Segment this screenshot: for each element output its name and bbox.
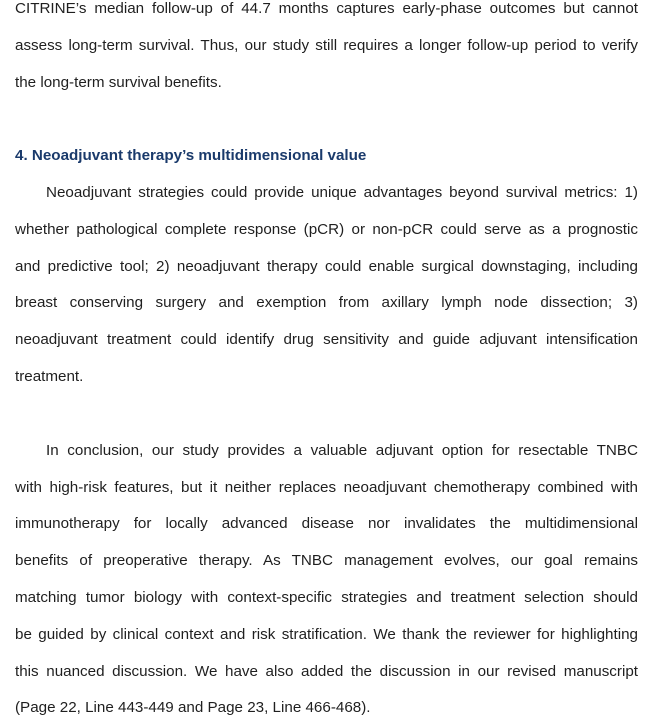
text-line: benefits of preoperative therapy. As TNBC management evolves, our goal remains bbox=[15, 552, 638, 569]
text-line: Neoadjuvant strategies could provide unique advantages beyond survival metrics: 1) bbox=[46, 184, 638, 201]
text-line: In conclusion, our study provides a valuable adjuvant option for resectable TNBC bbox=[46, 442, 638, 459]
text-line: and predictive tool; 2) neoadjuvant therapy could enable surgical downstaging, including bbox=[15, 258, 638, 275]
text-line: the long-term survival benefits. bbox=[15, 74, 222, 91]
text-line: this nuanced discussion. We have also added the discussion in our revised manuscript bbox=[15, 663, 638, 680]
text-line: neoadjuvant treatment could identify drug sensitivity and guide adjuvant intensification bbox=[15, 331, 638, 348]
text-line: CITRINE’s median follow-up of 44.7 months captures early-phase outcomes but cannot bbox=[15, 0, 638, 17]
section-heading: 4. Neoadjuvant therapy’s multidimensional value bbox=[15, 147, 367, 164]
text-line: matching tumor biology with context-specific strategies and treatment selection should bbox=[15, 589, 638, 606]
text-line: assess long-term survival. Thus, our study still requires a longer follow-up period to verify bbox=[15, 37, 638, 54]
text-line: be guided by clinical context and risk stratification. We thank the reviewer for highlighting bbox=[15, 626, 638, 643]
text-line: immunotherapy for locally advanced disease nor invalidates the multidimensional bbox=[15, 515, 638, 532]
text-line: (Page 22, Line 443-449 and Page 23, Line 466-468). bbox=[15, 699, 371, 716]
text-line: whether pathological complete response (pCR) or non-pCR could serve as a prognostic bbox=[15, 221, 638, 238]
text-line: treatment. bbox=[15, 368, 84, 385]
text-line: with high-risk features, but it neither replaces neoadjuvant chemotherapy combined with bbox=[15, 479, 638, 496]
text-line: breast conserving surgery and exemption from axillary lymph node dissection; 3) bbox=[15, 294, 638, 311]
